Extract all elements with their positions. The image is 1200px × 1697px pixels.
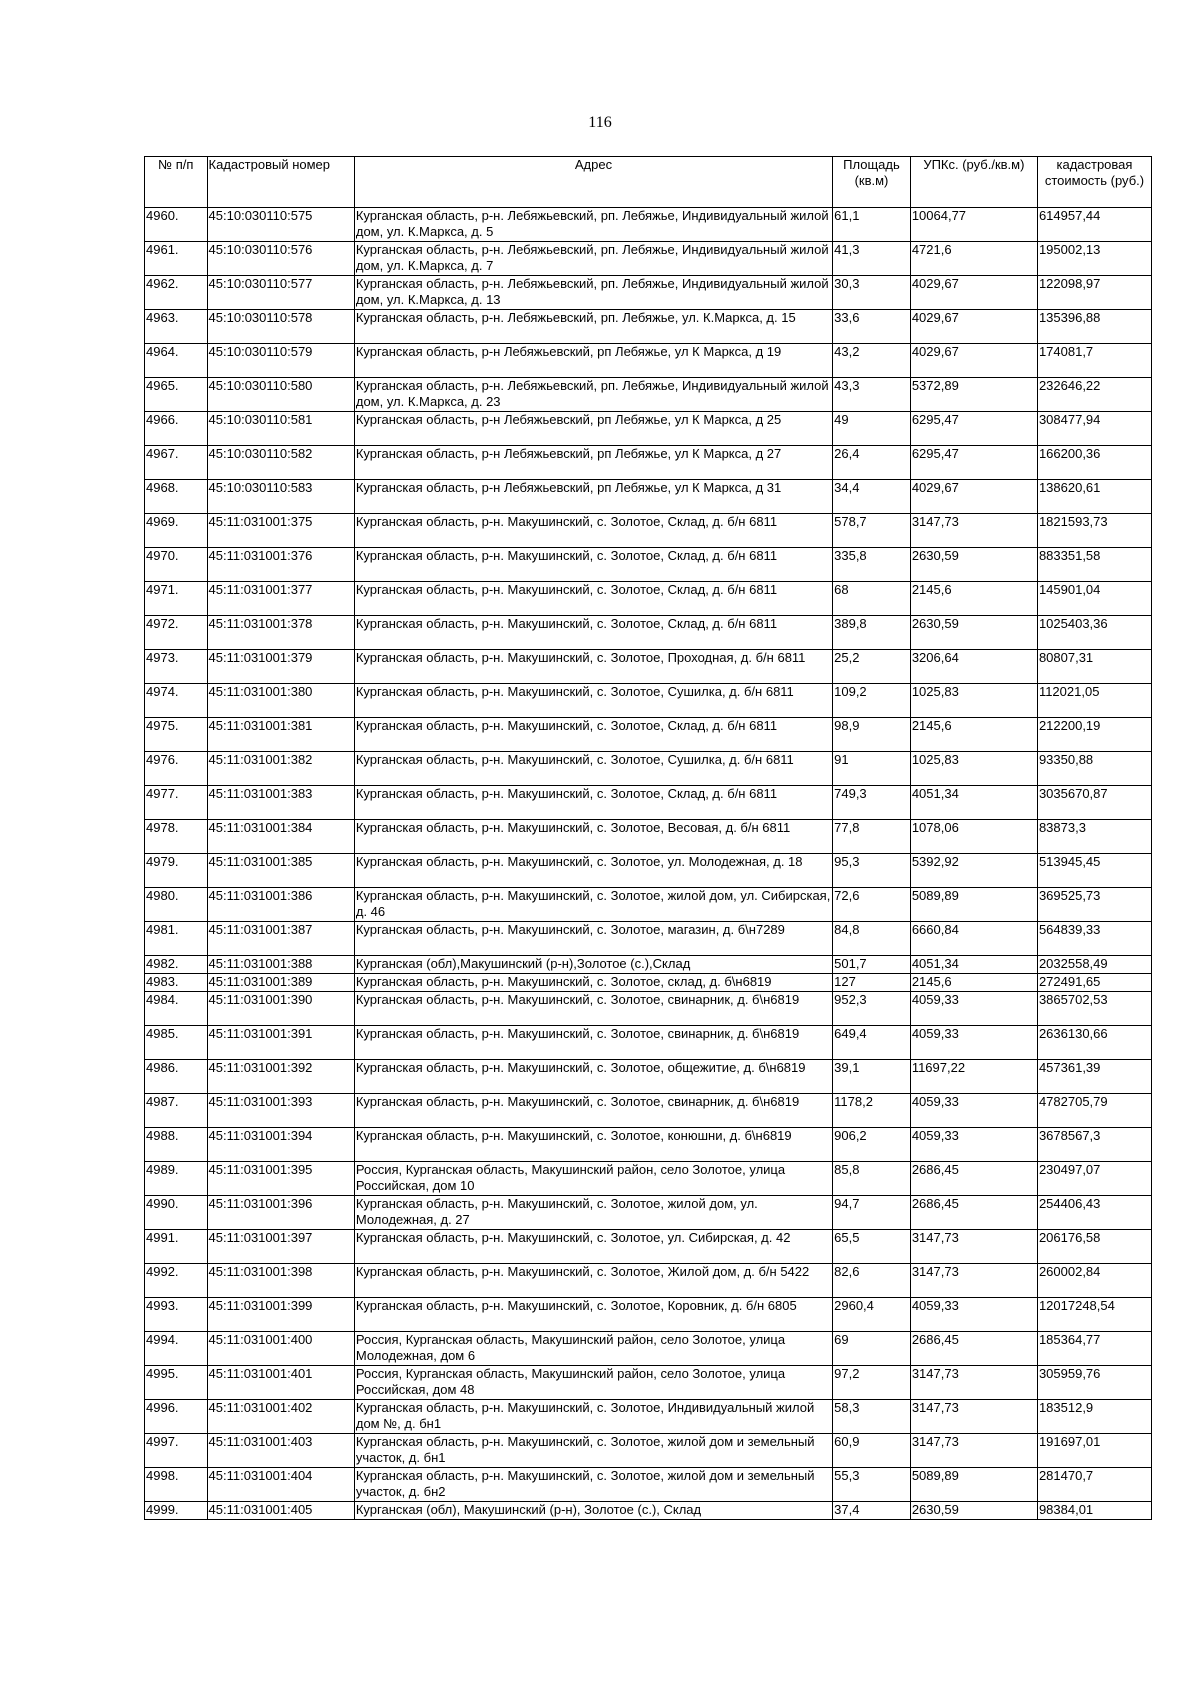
cadastral-cost-cell: 206176,58 bbox=[1037, 1230, 1151, 1264]
table-row bbox=[145, 684, 1152, 718]
cadastral-number-cell: 45:11:031001:394 bbox=[207, 1128, 354, 1162]
cadastral-number-cell: 45:11:031001:396 bbox=[207, 1196, 354, 1230]
cadastral-number-cell: 45:11:031001:399 bbox=[207, 1298, 354, 1332]
row-number-cell: 4995. bbox=[145, 1366, 208, 1400]
upks-cell: 4059,33 bbox=[910, 1094, 1037, 1128]
table-row bbox=[145, 974, 1152, 992]
row-number-cell: 4993. bbox=[145, 1298, 208, 1332]
cadastral-cost-cell: 3678567,3 bbox=[1037, 1128, 1151, 1162]
row-number-cell: 4986. bbox=[145, 1060, 208, 1094]
cadastral-number-cell: 45:11:031001:385 bbox=[207, 854, 354, 888]
cadastral-cost-cell: 305959,76 bbox=[1037, 1366, 1151, 1400]
upks-cell: 4059,33 bbox=[910, 992, 1037, 1026]
table-row bbox=[145, 242, 1152, 276]
address-cell: Курганская область, р-н. Макушинский, с. Золотое, Жилой дом, д. б/н 5422 bbox=[354, 1264, 832, 1298]
header-upks: УПКс. (руб./кв.м) bbox=[910, 157, 1037, 208]
cadastral-number-cell: 45:11:031001:400 bbox=[207, 1332, 354, 1366]
upks-cell: 2686,45 bbox=[910, 1196, 1037, 1230]
table-row bbox=[145, 616, 1152, 650]
cadastral-cost-cell: 212200,19 bbox=[1037, 718, 1151, 752]
area-cell: 1178,2 bbox=[833, 1094, 911, 1128]
address-cell: Курганская область, р-н. Макушинский, с. Золотое, Проходная, д. б/н 6811 bbox=[354, 650, 832, 684]
address-cell: Курганская область, р-н. Макушинский, с. Золотое, Коровник, д. б/н 6805 bbox=[354, 1298, 832, 1332]
area-cell: 30,3 bbox=[833, 276, 911, 310]
row-number-cell: 4968. bbox=[145, 480, 208, 514]
area-cell: 61,1 bbox=[833, 208, 911, 242]
cadastral-number-cell: 45:11:031001:404 bbox=[207, 1468, 354, 1502]
row-number-cell: 4989. bbox=[145, 1162, 208, 1196]
row-number-cell: 4981. bbox=[145, 922, 208, 956]
area-cell: 95,3 bbox=[833, 854, 911, 888]
upks-cell: 4029,67 bbox=[910, 276, 1037, 310]
table-row bbox=[145, 1162, 1152, 1196]
cadastral-cost-cell: 883351,58 bbox=[1037, 548, 1151, 582]
cadastral-cost-cell: 112021,05 bbox=[1037, 684, 1151, 718]
cadastral-number-cell: 45:11:031001:401 bbox=[207, 1366, 354, 1400]
row-number-cell: 4979. bbox=[145, 854, 208, 888]
table-row bbox=[145, 1502, 1152, 1520]
cadastral-number-cell: 45:10:030110:578 bbox=[207, 310, 354, 344]
table-row bbox=[145, 1128, 1152, 1162]
table-row bbox=[145, 446, 1152, 480]
area-cell: 578,7 bbox=[833, 514, 911, 548]
cadastral-cost-cell: 185364,77 bbox=[1037, 1332, 1151, 1366]
table-row bbox=[145, 956, 1152, 974]
upks-cell: 10064,77 bbox=[910, 208, 1037, 242]
address-cell: Курганская область, р-н. Макушинский, с. Золотое, Склад, д. б/н 6811 bbox=[354, 548, 832, 582]
area-cell: 389,8 bbox=[833, 616, 911, 650]
table-body bbox=[145, 208, 1152, 1520]
row-number-cell: 4990. bbox=[145, 1196, 208, 1230]
cadastral-number-cell: 45:10:030110:580 bbox=[207, 378, 354, 412]
cadastral-number-cell: 45:11:031001:395 bbox=[207, 1162, 354, 1196]
address-cell: Курганская область, р-н. Макушинский, с. Золотое, Индивидуальный жилой дом №, д. бн1 bbox=[354, 1400, 832, 1434]
cadastral-cost-cell: 174081,7 bbox=[1037, 344, 1151, 378]
upks-cell: 1025,83 bbox=[910, 684, 1037, 718]
cadastral-cost-cell: 93350,88 bbox=[1037, 752, 1151, 786]
cadastral-number-cell: 45:11:031001:398 bbox=[207, 1264, 354, 1298]
address-cell: Россия, Курганская область, Макушинский район, село Золотое, улица Молодежная, дом 6 bbox=[354, 1332, 832, 1366]
cadastral-number-cell: 45:10:030110:577 bbox=[207, 276, 354, 310]
cadastral-number-cell: 45:11:031001:393 bbox=[207, 1094, 354, 1128]
address-cell: Курганская (обл),Макушинский (р-н),Золотое (с.),Склад bbox=[354, 956, 832, 974]
row-number-cell: 4960. bbox=[145, 208, 208, 242]
address-cell: Курганская область, р-н Лебяжьевский, рп Лебяжье, ул К Маркса, д 25 bbox=[354, 412, 832, 446]
upks-cell: 3147,73 bbox=[910, 1264, 1037, 1298]
upks-cell: 1025,83 bbox=[910, 752, 1037, 786]
cadastral-cost-cell: 457361,39 bbox=[1037, 1060, 1151, 1094]
cadastral-number-cell: 45:11:031001:391 bbox=[207, 1026, 354, 1060]
address-cell: Курганская область, р-н. Лебяжьевский, рп. Лебяжье, Индивидуальный жилой дом, ул. К.Маркса, д. 5 bbox=[354, 208, 832, 242]
row-number-cell: 4964. bbox=[145, 344, 208, 378]
upks-cell: 4051,34 bbox=[910, 786, 1037, 820]
cadastral-number-cell: 45:11:031001:379 bbox=[207, 650, 354, 684]
cadastral-number-cell: 45:10:030110:575 bbox=[207, 208, 354, 242]
address-cell: Курганская область, р-н. Макушинский, с. Золотое, жилой дом, ул. Сибирская, д. 46 bbox=[354, 888, 832, 922]
area-cell: 77,8 bbox=[833, 820, 911, 854]
cadastral-number-cell: 45:11:031001:389 bbox=[207, 974, 354, 992]
area-cell: 55,3 bbox=[833, 1468, 911, 1502]
row-number-cell: 4988. bbox=[145, 1128, 208, 1162]
upks-cell: 2145,6 bbox=[910, 718, 1037, 752]
area-cell: 58,3 bbox=[833, 1400, 911, 1434]
area-cell: 91 bbox=[833, 752, 911, 786]
table-row bbox=[145, 1264, 1152, 1298]
area-cell: 43,2 bbox=[833, 344, 911, 378]
upks-cell: 2686,45 bbox=[910, 1332, 1037, 1366]
address-cell: Курганская область, р-н. Лебяжьевский, рп. Лебяжье, Индивидуальный жилой дом, ул. К.Маркса, д. 13 bbox=[354, 276, 832, 310]
table-row bbox=[145, 1434, 1152, 1468]
cadastral-cost-cell: 1821593,73 bbox=[1037, 514, 1151, 548]
cadastral-cost-cell: 2636130,66 bbox=[1037, 1026, 1151, 1060]
address-cell: Курганская область, р-н. Лебяжьевский, рп. Лебяжье, Индивидуальный жилой дом, ул. К.Маркса, д. 23 bbox=[354, 378, 832, 412]
address-cell: Курганская область, р-н. Макушинский, с. Золотое, Склад, д. б/н 6811 bbox=[354, 616, 832, 650]
area-cell: 84,8 bbox=[833, 922, 911, 956]
row-number-cell: 4992. bbox=[145, 1264, 208, 1298]
header-address: Адрес bbox=[354, 157, 832, 208]
cadastral-cost-cell: 232646,22 bbox=[1037, 378, 1151, 412]
upks-cell: 4059,33 bbox=[910, 1128, 1037, 1162]
row-number-cell: 4987. bbox=[145, 1094, 208, 1128]
upks-cell: 2630,59 bbox=[910, 616, 1037, 650]
row-number-cell: 4972. bbox=[145, 616, 208, 650]
table-row bbox=[145, 1366, 1152, 1400]
row-number-cell: 4999. bbox=[145, 1502, 208, 1520]
cadastral-number-cell: 45:10:030110:583 bbox=[207, 480, 354, 514]
area-cell: 43,3 bbox=[833, 378, 911, 412]
area-cell: 26,4 bbox=[833, 446, 911, 480]
area-cell: 72,6 bbox=[833, 888, 911, 922]
table-row bbox=[145, 1400, 1152, 1434]
row-number-cell: 4985. bbox=[145, 1026, 208, 1060]
cadastral-number-cell: 45:11:031001:402 bbox=[207, 1400, 354, 1434]
upks-cell: 5089,89 bbox=[910, 1468, 1037, 1502]
upks-cell: 3147,73 bbox=[910, 1230, 1037, 1264]
cadastral-cost-cell: 2032558,49 bbox=[1037, 956, 1151, 974]
row-number-cell: 4977. bbox=[145, 786, 208, 820]
table-row bbox=[145, 888, 1152, 922]
row-number-cell: 4991. bbox=[145, 1230, 208, 1264]
cadastral-cost-cell: 183512,9 bbox=[1037, 1400, 1151, 1434]
address-cell: Курганская область, р-н. Макушинский, с. Золотое, жилой дом, ул. Молодежная, д. 27 bbox=[354, 1196, 832, 1230]
address-cell: Курганская область, р-н Лебяжьевский, рп Лебяжье, ул К Маркса, д 19 bbox=[354, 344, 832, 378]
table-row bbox=[145, 1094, 1152, 1128]
upks-cell: 3147,73 bbox=[910, 1366, 1037, 1400]
upks-cell: 5089,89 bbox=[910, 888, 1037, 922]
cadastral-number-cell: 45:10:030110:576 bbox=[207, 242, 354, 276]
area-cell: 37,4 bbox=[833, 1502, 911, 1520]
cadastral-cost-cell: 195002,13 bbox=[1037, 242, 1151, 276]
area-cell: 82,6 bbox=[833, 1264, 911, 1298]
cadastral-number-cell: 45:11:031001:392 bbox=[207, 1060, 354, 1094]
upks-cell: 2145,6 bbox=[910, 582, 1037, 616]
upks-cell: 5392,92 bbox=[910, 854, 1037, 888]
upks-cell: 5372,89 bbox=[910, 378, 1037, 412]
cadastral-cost-cell: 614957,44 bbox=[1037, 208, 1151, 242]
cadastral-number-cell: 45:11:031001:378 bbox=[207, 616, 354, 650]
table-row bbox=[145, 650, 1152, 684]
area-cell: 749,3 bbox=[833, 786, 911, 820]
row-number-cell: 4969. bbox=[145, 514, 208, 548]
address-cell: Курганская область, р-н. Макушинский, с. Золотое, общежитие, д. б\н6819 bbox=[354, 1060, 832, 1094]
row-number-cell: 4976. bbox=[145, 752, 208, 786]
upks-cell: 4059,33 bbox=[910, 1298, 1037, 1332]
cadastral-cost-cell: 80807,31 bbox=[1037, 650, 1151, 684]
area-cell: 34,4 bbox=[833, 480, 911, 514]
upks-cell: 11697,22 bbox=[910, 1060, 1037, 1094]
cadastral-number-cell: 45:11:031001:387 bbox=[207, 922, 354, 956]
header-cadastral-number: Кадастровый номер bbox=[207, 157, 354, 208]
upks-cell: 3147,73 bbox=[910, 1400, 1037, 1434]
area-cell: 39,1 bbox=[833, 1060, 911, 1094]
upks-cell: 4051,34 bbox=[910, 956, 1037, 974]
row-number-cell: 4975. bbox=[145, 718, 208, 752]
upks-cell: 3147,73 bbox=[910, 514, 1037, 548]
upks-cell: 4029,67 bbox=[910, 344, 1037, 378]
address-cell: Курганская область, р-н. Лебяжьевский, рп. Лебяжье, ул. К.Маркса, д. 15 bbox=[354, 310, 832, 344]
cadastral-number-cell: 45:10:030110:582 bbox=[207, 446, 354, 480]
upks-cell: 3206,64 bbox=[910, 650, 1037, 684]
address-cell: Курганская область, р-н. Макушинский, с. Золотое, ул. Сибирская, д. 42 bbox=[354, 1230, 832, 1264]
row-number-cell: 4984. bbox=[145, 992, 208, 1026]
table-row bbox=[145, 786, 1152, 820]
upks-cell: 6295,47 bbox=[910, 446, 1037, 480]
table-row bbox=[145, 1026, 1152, 1060]
table-row bbox=[145, 922, 1152, 956]
address-cell: Курганская область, р-н. Макушинский, с. Золотое, склад, д. б\н6819 bbox=[354, 974, 832, 992]
row-number-cell: 4983. bbox=[145, 974, 208, 992]
cadastral-number-cell: 45:11:031001:382 bbox=[207, 752, 354, 786]
row-number-cell: 4998. bbox=[145, 1468, 208, 1502]
cadastral-cost-cell: 369525,73 bbox=[1037, 888, 1151, 922]
cadastral-number-cell: 45:11:031001:384 bbox=[207, 820, 354, 854]
cadastral-cost-cell: 254406,43 bbox=[1037, 1196, 1151, 1230]
row-number-cell: 4996. bbox=[145, 1400, 208, 1434]
area-cell: 501,7 bbox=[833, 956, 911, 974]
table-row bbox=[145, 1332, 1152, 1366]
row-number-cell: 4965. bbox=[145, 378, 208, 412]
row-number-cell: 4994. bbox=[145, 1332, 208, 1366]
address-cell: Курганская область, р-н. Макушинский, с. Золотое, Склад, д. б/н 6811 bbox=[354, 582, 832, 616]
table-row bbox=[145, 1298, 1152, 1332]
address-cell: Курганская область, р-н. Макушинский, с. Золотое, Склад, д. б/н 6811 bbox=[354, 514, 832, 548]
cadastral-cost-cell: 272491,65 bbox=[1037, 974, 1151, 992]
address-cell: Россия, Курганская область, Макушинский район, село Золотое, улица Российская, дом 48 bbox=[354, 1366, 832, 1400]
cadastral-number-cell: 45:11:031001:386 bbox=[207, 888, 354, 922]
area-cell: 2960,4 bbox=[833, 1298, 911, 1332]
cadastral-cost-cell: 564839,33 bbox=[1037, 922, 1151, 956]
cadastral-number-cell: 45:11:031001:380 bbox=[207, 684, 354, 718]
table-row bbox=[145, 582, 1152, 616]
row-number-cell: 4961. bbox=[145, 242, 208, 276]
table-row bbox=[145, 1060, 1152, 1094]
cadastral-cost-cell: 122098,97 bbox=[1037, 276, 1151, 310]
row-number-cell: 4966. bbox=[145, 412, 208, 446]
table-row bbox=[145, 276, 1152, 310]
row-number-cell: 4973. bbox=[145, 650, 208, 684]
area-cell: 335,8 bbox=[833, 548, 911, 582]
cadastral-cost-cell: 308477,94 bbox=[1037, 412, 1151, 446]
area-cell: 906,2 bbox=[833, 1128, 911, 1162]
area-cell: 49 bbox=[833, 412, 911, 446]
row-number-cell: 4980. bbox=[145, 888, 208, 922]
page-number: 116 bbox=[588, 114, 612, 131]
table-row bbox=[145, 514, 1152, 548]
address-cell: Курганская область, р-н Лебяжьевский, рп Лебяжье, ул К Маркса, д 27 bbox=[354, 446, 832, 480]
address-cell: Курганская область, р-н. Макушинский, с. Золотое, магазин, д. б\н7289 bbox=[354, 922, 832, 956]
area-cell: 98,9 bbox=[833, 718, 911, 752]
upks-cell: 4029,67 bbox=[910, 310, 1037, 344]
address-cell: Курганская область, р-н. Макушинский, с. Золотое, ул. Молодежная, д. 18 bbox=[354, 854, 832, 888]
upks-cell: 2145,6 bbox=[910, 974, 1037, 992]
cadastral-cost-cell: 260002,84 bbox=[1037, 1264, 1151, 1298]
row-number-cell: 4982. bbox=[145, 956, 208, 974]
address-cell: Курганская область, р-н. Макушинский, с. Золотое, Склад, д. б/н 6811 bbox=[354, 786, 832, 820]
table-row bbox=[145, 820, 1152, 854]
table-row bbox=[145, 378, 1152, 412]
cadastral-cost-cell: 1025403,36 bbox=[1037, 616, 1151, 650]
area-cell: 65,5 bbox=[833, 1230, 911, 1264]
address-cell: Курганская область, р-н. Макушинский, с. Золотое, свинарник, д. б\н6819 bbox=[354, 1094, 832, 1128]
cadastral-number-cell: 45:10:030110:581 bbox=[207, 412, 354, 446]
upks-cell: 6660,84 bbox=[910, 922, 1037, 956]
cadastral-number-cell: 45:11:031001:375 bbox=[207, 514, 354, 548]
upks-cell: 2630,59 bbox=[910, 1502, 1037, 1520]
cadastral-cost-cell: 98384,01 bbox=[1037, 1502, 1151, 1520]
table-row bbox=[145, 854, 1152, 888]
address-cell: Курганская область, р-н. Лебяжьевский, рп. Лебяжье, Индивидуальный жилой дом, ул. К.Маркса, д. 7 bbox=[354, 242, 832, 276]
cadastral-number-cell: 45:10:030110:579 bbox=[207, 344, 354, 378]
upks-cell: 4059,33 bbox=[910, 1026, 1037, 1060]
table-row bbox=[145, 992, 1152, 1026]
address-cell: Курганская область, р-н. Макушинский, с. Золотое, конюшни, д. б\н6819 bbox=[354, 1128, 832, 1162]
header-cost: кадастровая стоимость (руб.) bbox=[1037, 157, 1151, 208]
area-cell: 69 bbox=[833, 1332, 911, 1366]
table-row bbox=[145, 480, 1152, 514]
table-row bbox=[145, 344, 1152, 378]
cadastral-cost-cell: 3865702,53 bbox=[1037, 992, 1151, 1026]
address-cell: Курганская область, р-н Лебяжьевский, рп Лебяжье, ул К Маркса, д 31 bbox=[354, 480, 832, 514]
table-row bbox=[145, 208, 1152, 242]
table-header-row bbox=[145, 157, 1152, 208]
table-row bbox=[145, 548, 1152, 582]
upks-cell: 4029,67 bbox=[910, 480, 1037, 514]
cadastral-number-cell: 45:11:031001:383 bbox=[207, 786, 354, 820]
row-number-cell: 4974. bbox=[145, 684, 208, 718]
area-cell: 85,8 bbox=[833, 1162, 911, 1196]
cadastral-cost-cell: 135396,88 bbox=[1037, 310, 1151, 344]
address-cell: Курганская область, р-н. Макушинский, с. Золотое, Сушилка, д. б/н 6811 bbox=[354, 684, 832, 718]
address-cell: Курганская область, р-н. Макушинский, с. Золотое, жилой дом и земельный участок, д. бн1 bbox=[354, 1434, 832, 1468]
area-cell: 94,7 bbox=[833, 1196, 911, 1230]
upks-cell: 3147,73 bbox=[910, 1434, 1037, 1468]
cadastral-cost-cell: 230497,07 bbox=[1037, 1162, 1151, 1196]
cadastral-cost-cell: 166200,36 bbox=[1037, 446, 1151, 480]
area-cell: 68 bbox=[833, 582, 911, 616]
row-number-cell: 4971. bbox=[145, 582, 208, 616]
table-row bbox=[145, 718, 1152, 752]
cadastral-number-cell: 45:11:031001:388 bbox=[207, 956, 354, 974]
address-cell: Курганская область, р-н. Макушинский, с. Золотое, Весовая, д. б/н 6811 bbox=[354, 820, 832, 854]
upks-cell: 2630,59 bbox=[910, 548, 1037, 582]
cadastral-cost-cell: 145901,04 bbox=[1037, 582, 1151, 616]
row-number-cell: 4963. bbox=[145, 310, 208, 344]
upks-cell: 2686,45 bbox=[910, 1162, 1037, 1196]
table-row bbox=[145, 412, 1152, 446]
cadastral-table bbox=[144, 156, 1152, 1520]
area-cell: 25,2 bbox=[833, 650, 911, 684]
cadastral-cost-cell: 513945,45 bbox=[1037, 854, 1151, 888]
table-row bbox=[145, 310, 1152, 344]
area-cell: 109,2 bbox=[833, 684, 911, 718]
area-cell: 60,9 bbox=[833, 1434, 911, 1468]
address-cell: Курганская область, р-н. Макушинский, с. Золотое, свинарник, д. б\н6819 bbox=[354, 992, 832, 1026]
cadastral-number-cell: 45:11:031001:381 bbox=[207, 718, 354, 752]
row-number-cell: 4997. bbox=[145, 1434, 208, 1468]
table-row bbox=[145, 1230, 1152, 1264]
address-cell: Курганская область, р-н. Макушинский, с. Золотое, Склад, д. б/н 6811 bbox=[354, 718, 832, 752]
row-number-cell: 4978. bbox=[145, 820, 208, 854]
area-cell: 33,6 bbox=[833, 310, 911, 344]
header-num: № п/п bbox=[145, 157, 208, 208]
area-cell: 97,2 bbox=[833, 1366, 911, 1400]
cadastral-number-cell: 45:11:031001:376 bbox=[207, 548, 354, 582]
cadastral-number-cell: 45:11:031001:397 bbox=[207, 1230, 354, 1264]
address-cell: Курганская (обл), Макушинский (р-н), Золотое (с.), Склад bbox=[354, 1502, 832, 1520]
cadastral-cost-cell: 4782705,79 bbox=[1037, 1094, 1151, 1128]
cadastral-cost-cell: 12017248,54 bbox=[1037, 1298, 1151, 1332]
cadastral-cost-cell: 191697,01 bbox=[1037, 1434, 1151, 1468]
cadastral-cost-cell: 3035670,87 bbox=[1037, 786, 1151, 820]
area-cell: 41,3 bbox=[833, 242, 911, 276]
area-cell: 649,4 bbox=[833, 1026, 911, 1060]
row-number-cell: 4962. bbox=[145, 276, 208, 310]
cadastral-cost-cell: 83873,3 bbox=[1037, 820, 1151, 854]
cadastral-number-cell: 45:11:031001:403 bbox=[207, 1434, 354, 1468]
upks-cell: 6295,47 bbox=[910, 412, 1037, 446]
cadastral-cost-cell: 281470,7 bbox=[1037, 1468, 1151, 1502]
address-cell: Курганская область, р-н. Макушинский, с. Золотое, свинарник, д. б\н6819 bbox=[354, 1026, 832, 1060]
cadastral-cost-cell: 138620,61 bbox=[1037, 480, 1151, 514]
area-cell: 127 bbox=[833, 974, 911, 992]
address-cell: Россия, Курганская область, Макушинский район, село Золотое, улица Российская, дом 10 bbox=[354, 1162, 832, 1196]
area-cell: 952,3 bbox=[833, 992, 911, 1026]
table-row bbox=[145, 1468, 1152, 1502]
row-number-cell: 4970. bbox=[145, 548, 208, 582]
table-row bbox=[145, 752, 1152, 786]
cadastral-number-cell: 45:11:031001:377 bbox=[207, 582, 354, 616]
header-area: Площадь (кв.м) bbox=[833, 157, 911, 208]
table-row bbox=[145, 1196, 1152, 1230]
cadastral-number-cell: 45:11:031001:390 bbox=[207, 992, 354, 1026]
upks-cell: 1078,06 bbox=[910, 820, 1037, 854]
address-cell: Курганская область, р-н. Макушинский, с. Золотое, жилой дом и земельный участок, д. бн2 bbox=[354, 1468, 832, 1502]
upks-cell: 4721,6 bbox=[910, 242, 1037, 276]
address-cell: Курганская область, р-н. Макушинский, с. Золотое, Сушилка, д. б/н 6811 bbox=[354, 752, 832, 786]
row-number-cell: 4967. bbox=[145, 446, 208, 480]
cadastral-number-cell: 45:11:031001:405 bbox=[207, 1502, 354, 1520]
